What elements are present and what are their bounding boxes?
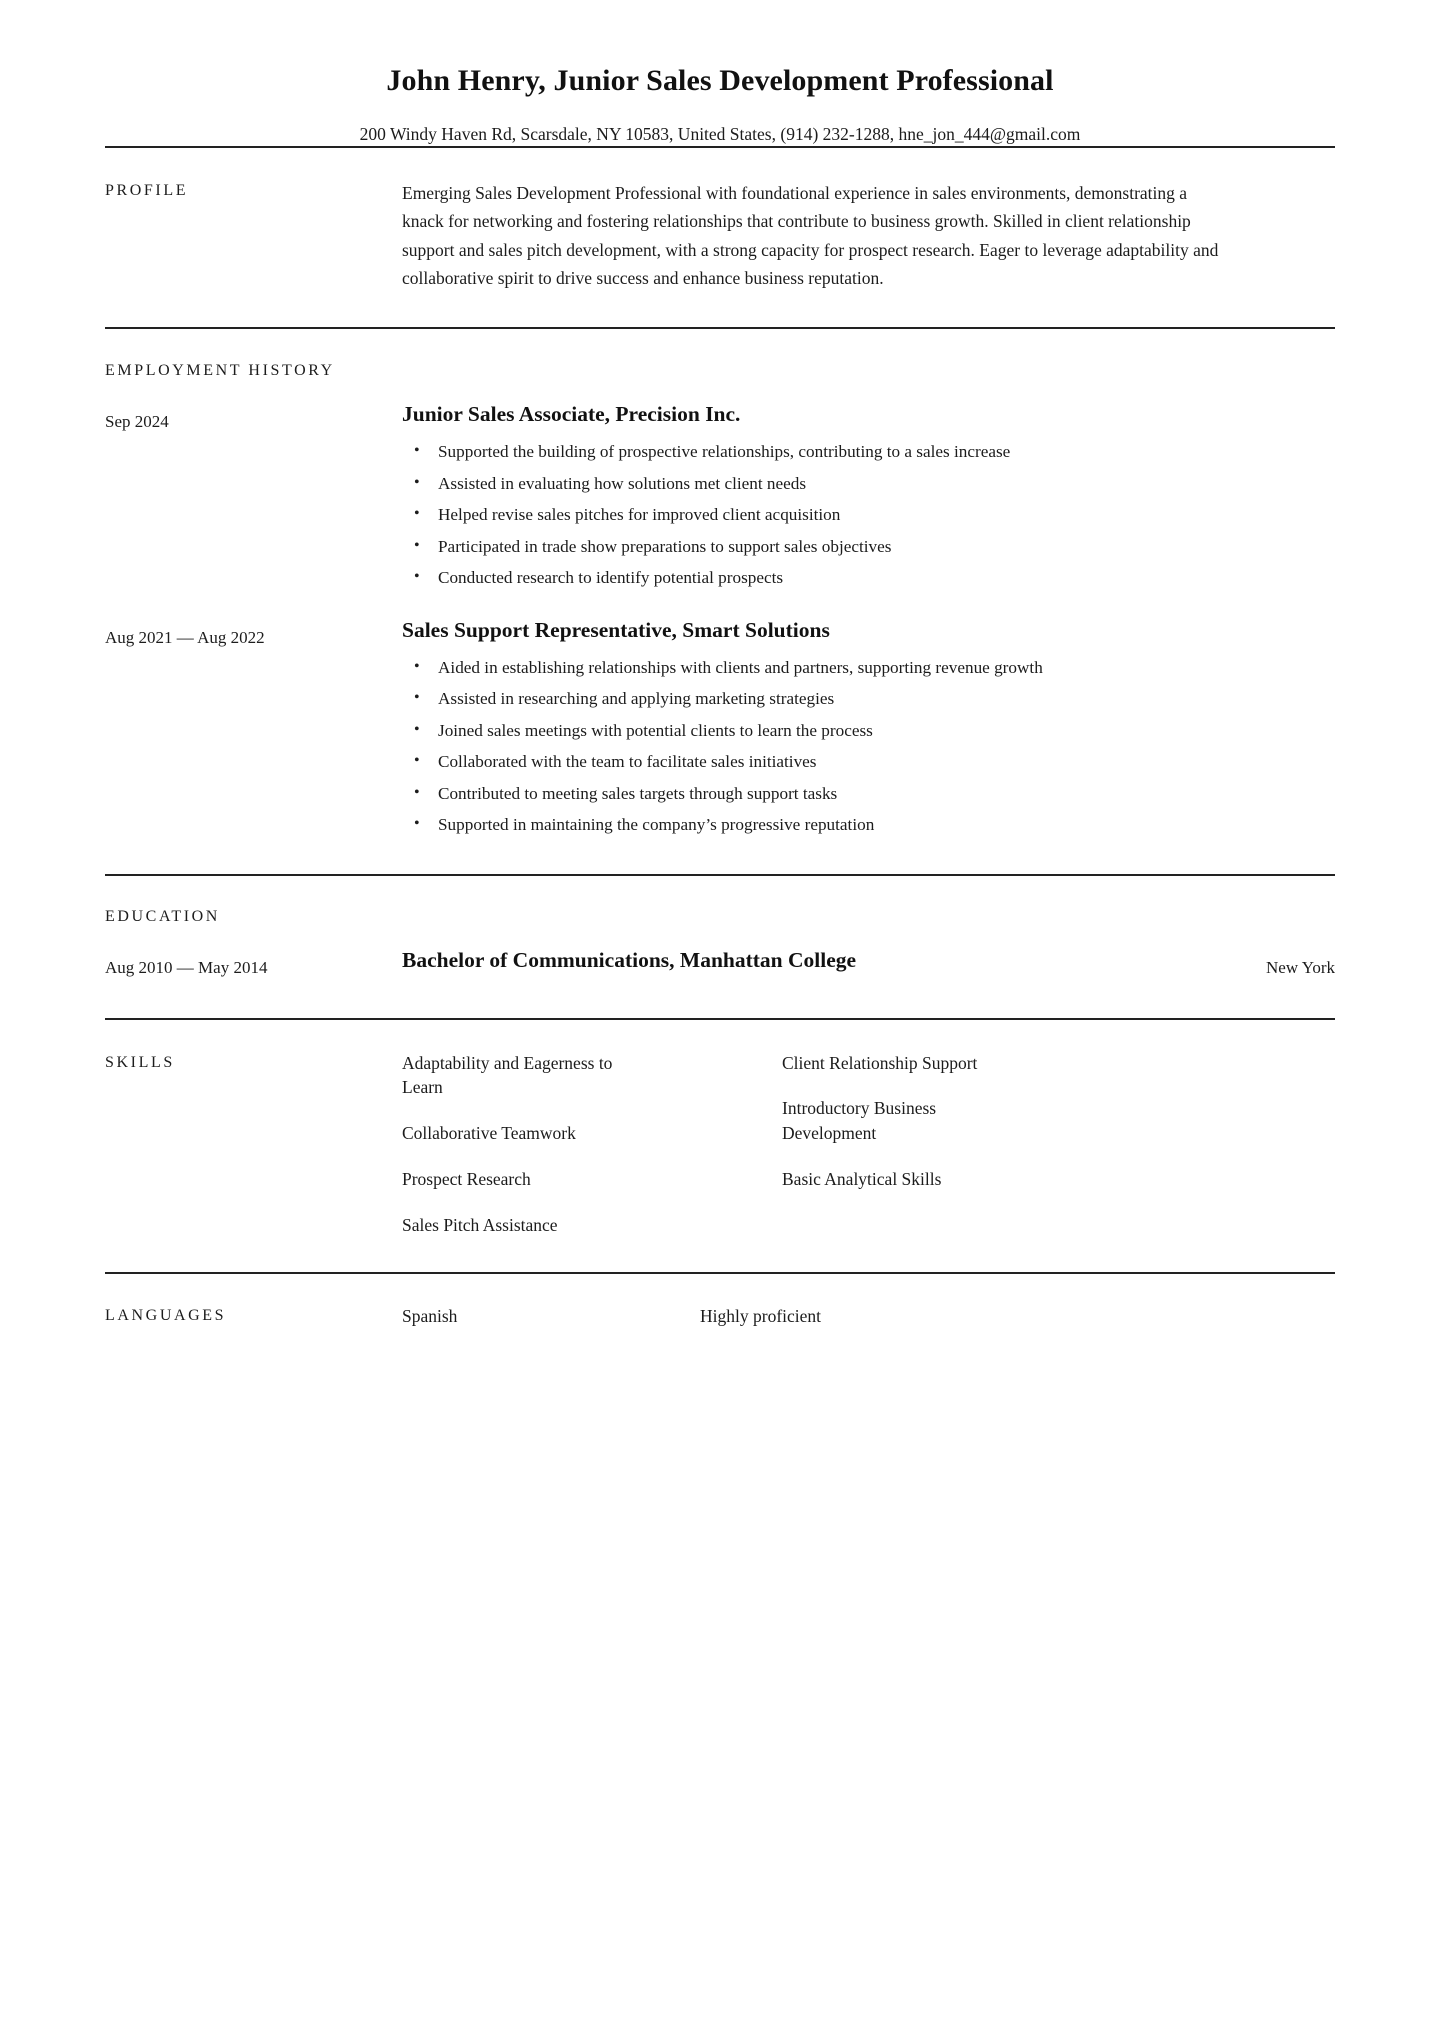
employment-bullet: • Conducted research to identify potential prospects [402, 566, 1335, 591]
section-label-education: EDUCATION [105, 907, 220, 925]
section-label-profile: PROFILE [105, 182, 189, 200]
skills-grid [402, 1051, 1335, 1238]
profile-body [402, 179, 1335, 292]
employment-details [402, 617, 1335, 838]
section-education-heading [105, 876, 1335, 928]
employment-details [402, 401, 1335, 591]
employment-bullet: • Supported in maintaining the company’s progressive reputation [402, 813, 1335, 838]
employment-bullet: • Participated in trade show preparations to support sales objectives [402, 535, 1335, 560]
candidate-name: John Henry, Junior Sales Development Professional [386, 64, 1054, 97]
employment-date: Aug 2021 — Aug 2022 [105, 627, 265, 647]
employment-bullet: • Joined sales meetings with potential clients to learn the process [402, 719, 1335, 744]
skills-body [402, 1051, 1335, 1238]
section-profile [105, 148, 1335, 326]
skill-item: Basic Analytical Skills [782, 1169, 942, 1190]
language-name: Spanish [402, 1305, 458, 1326]
skills-column-left [402, 1051, 782, 1238]
education-item [105, 947, 1335, 980]
skill-item: Client Relationship Support [782, 1052, 978, 1073]
skill-item: Sales Pitch Assistance [402, 1214, 558, 1235]
resume-sheet [105, 0, 1335, 1358]
section-employment-heading [105, 329, 1335, 382]
language-level: Highly proficient [700, 1305, 822, 1326]
skill-item: Collaborative Teamwork [402, 1123, 576, 1144]
employment-bullet: • Assisted in evaluating how solutions met client needs [402, 472, 1335, 497]
employment-bullet: • Supported the building of prospective relationships, contributing to a sales increase [402, 440, 1335, 465]
profile-text: Emerging Sales Development Professional with foundational experience in sales environments, demonstrating a knack for networking and fostering relationships that contribute to business growth. Skilled in client relationship support and sales pitch development, with a strong capacity for prospect research. Eager to leverage adaptability and collaborative spirit to drive success and enhance business reputation. [402, 183, 1219, 289]
employment-bullet: • Contributed to meeting sales targets through support tasks [402, 782, 1335, 807]
employment-bullet: • Collaborated with the team to facilitate sales initiatives [402, 750, 1335, 775]
education-date: Aug 2010 — May 2014 [105, 957, 268, 977]
section-label-skills: SKILLS [105, 1053, 175, 1071]
employment-bullets [402, 656, 1335, 838]
employment-list [105, 381, 1335, 874]
languages-body [402, 1304, 1335, 1329]
section-languages [105, 1274, 1335, 1359]
section-skills [105, 1020, 1335, 1272]
employment-title: Sales Support Representative, Smart Solutions [402, 617, 830, 642]
employment-bullet: • Assisted in researching and applying marketing strategies [402, 687, 1335, 712]
employment-item [105, 401, 1335, 591]
skills-column-right [782, 1051, 1162, 1238]
employment-bullet: • Aided in establishing relationships with clients and partners, supporting revenue growth [402, 656, 1335, 681]
education-degree: Bachelor of Communications, Manhattan College [402, 947, 857, 972]
education-location: New York [1266, 957, 1335, 977]
education-list [105, 928, 1335, 1018]
contact-info: 200 Windy Haven Rd, Scarsdale, NY 10583, United States, (914) 232-1288, hne_jon_444@gmail.com [359, 123, 1081, 144]
section-label-employment: EMPLOYMENT HISTORY [105, 361, 335, 379]
section-label-languages: LANGUAGES [105, 1306, 227, 1324]
skill-item: Prospect Research [402, 1169, 531, 1190]
employment-title: Junior Sales Associate, Precision Inc. [402, 402, 741, 427]
employment-bullet: • Helped revise sales pitches for improved client acquisition [402, 503, 1335, 528]
employment-date: Sep 2024 [105, 412, 169, 432]
employment-bullets [402, 440, 1335, 591]
skill-item: Adaptability and Eagerness to Learn [402, 1052, 613, 1098]
skill-item: Introductory Business Development [782, 1098, 937, 1144]
resume-header [105, 0, 1335, 146]
employment-item [105, 617, 1335, 838]
language-item [402, 1304, 1335, 1329]
education-details [402, 947, 1135, 975]
